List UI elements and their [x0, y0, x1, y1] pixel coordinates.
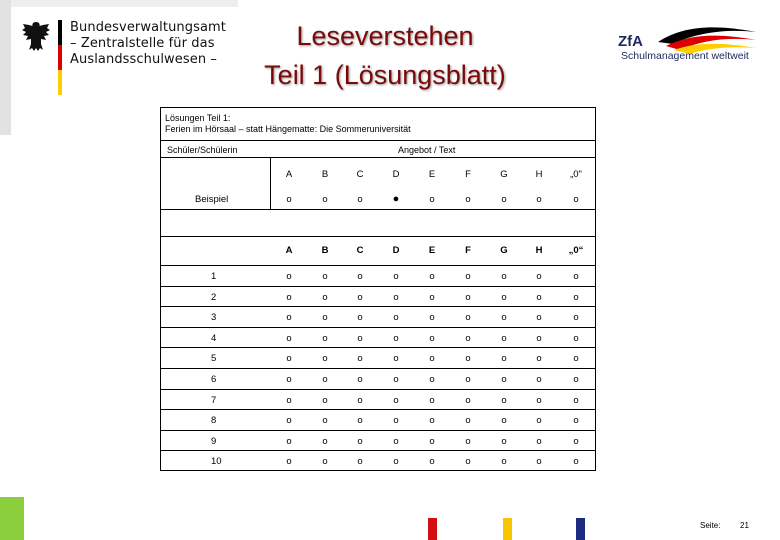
answer-option[interactable]: o [465, 332, 471, 344]
zfa-tagline: Schulmanagement weltweit [621, 50, 749, 62]
answer-option[interactable]: o [357, 456, 363, 468]
answer-option[interactable]: o [322, 271, 328, 282]
answer-option[interactable]: o [322, 374, 328, 385]
divider-line [160, 286, 596, 287]
answer-option[interactable]: o [536, 332, 542, 344]
marker-blue [576, 518, 585, 540]
answer-option[interactable]: o [393, 332, 399, 344]
column-header-offer: Angebot / Text [398, 145, 456, 155]
top-accent-strip [11, 0, 238, 7]
answer-letter: B [321, 245, 329, 256]
answer-option[interactable]: o [501, 271, 507, 282]
answer-option[interactable]: o [536, 374, 542, 385]
divider-line [160, 430, 596, 431]
answer-option[interactable]: o [286, 374, 292, 385]
answer-option[interactable]: o [465, 291, 471, 303]
answer-option[interactable]: o [322, 435, 328, 447]
example-letter: A [285, 169, 293, 180]
answer-option[interactable]: o [536, 394, 542, 406]
answer-option[interactable]: o [573, 456, 579, 468]
answer-option[interactable]: o [322, 312, 328, 324]
answer-letter: E [428, 245, 436, 256]
answer-option[interactable]: o [357, 415, 363, 427]
answer-option[interactable]: o [465, 415, 471, 427]
org-name-line-3: Auslandsschulwesen – [70, 52, 218, 67]
row-number: 9 [211, 435, 217, 447]
org-name-line-1: Bundesverwaltungsamt [70, 20, 226, 35]
row-number: 5 [211, 353, 217, 365]
org-name-line-2: – Zentralstelle für das [70, 36, 215, 51]
answer-option[interactable]: o [357, 353, 363, 365]
answer-option[interactable]: o [429, 374, 435, 385]
answer-option[interactable]: o [573, 394, 579, 406]
answer-option[interactable]: o [286, 394, 292, 406]
answer-option[interactable]: o [393, 353, 399, 365]
divider-line [160, 265, 596, 266]
answer-option[interactable]: o [429, 271, 435, 282]
example-mark[interactable]: o [465, 194, 471, 205]
example-mark[interactable]: o [357, 194, 363, 205]
federal-eagle-icon [20, 20, 52, 54]
answer-option[interactable]: o [501, 394, 507, 406]
divider-line [160, 140, 596, 141]
answer-option[interactable]: o [465, 435, 471, 447]
example-mark[interactable]: o [286, 194, 292, 205]
answer-option[interactable]: o [536, 312, 542, 324]
example-letter: G [500, 169, 508, 180]
divider-line [160, 347, 596, 348]
left-accent-bar [0, 0, 11, 135]
answer-option[interactable]: o [393, 435, 399, 447]
answer-option[interactable]: o [536, 291, 542, 303]
answer-option[interactable]: o [573, 332, 579, 344]
answer-option[interactable]: o [286, 332, 292, 344]
example-letter: „0" [570, 169, 582, 180]
sheet-subheading: Ferien im Hörsaal – statt Hängematte: Die Sommeruniversität [165, 124, 411, 134]
answer-option[interactable]: o [465, 394, 471, 406]
answer-option[interactable]: o [393, 394, 399, 406]
answer-option[interactable]: o [465, 456, 471, 468]
answer-option[interactable]: o [536, 456, 542, 468]
answer-option[interactable]: o [501, 291, 507, 303]
answer-option[interactable]: o [501, 353, 507, 365]
answer-letter: A [285, 245, 293, 256]
answer-option[interactable]: o [357, 271, 363, 282]
divider-line [160, 157, 596, 158]
divider-line [160, 368, 596, 369]
answer-option[interactable]: o [393, 415, 399, 427]
marker-red [428, 518, 437, 540]
row-number: 3 [211, 312, 217, 324]
answer-option[interactable]: o [322, 394, 328, 406]
page-label: Seite: [700, 521, 721, 530]
answer-option[interactable]: o [501, 332, 507, 344]
answer-option[interactable]: o [393, 291, 399, 303]
answer-option[interactable]: o [322, 332, 328, 344]
answer-option[interactable]: o [286, 312, 292, 324]
page-number: 21 [740, 521, 749, 530]
page-title-line-2: Teil 1 (Lösungsblatt) [264, 60, 506, 90]
column-divider [270, 157, 271, 209]
divider-line [160, 389, 596, 390]
answer-letter: „0“ [568, 245, 584, 256]
answer-option[interactable]: o [286, 456, 292, 468]
row-number: 7 [211, 394, 217, 406]
row-number: 2 [211, 291, 217, 303]
answer-option[interactable]: o [322, 456, 328, 468]
answer-option[interactable]: o [536, 353, 542, 365]
divider-line [160, 327, 596, 328]
answer-letter: F [465, 245, 471, 256]
answer-option[interactable]: o [536, 415, 542, 427]
example-label: Beispiel [195, 194, 229, 205]
answer-option[interactable]: o [429, 291, 435, 303]
example-mark[interactable]: o [573, 194, 579, 205]
answer-option[interactable]: o [429, 456, 435, 468]
sheet-heading: Lösungen Teil 1: [165, 113, 231, 123]
answer-letter: H [535, 245, 543, 256]
answer-option[interactable]: o [286, 435, 292, 447]
answer-option[interactable]: o [429, 394, 435, 406]
answer-option[interactable]: o [322, 415, 328, 427]
answer-option[interactable]: o [573, 353, 579, 365]
answer-option[interactable]: o [393, 312, 399, 324]
divider-line [160, 409, 596, 410]
answer-letter: G [500, 245, 508, 256]
answer-option[interactable]: o [286, 415, 292, 427]
answer-option[interactable]: o [429, 312, 435, 324]
example-letter: E [428, 169, 436, 180]
row-number: 4 [211, 332, 217, 344]
row-number: 1 [211, 271, 217, 282]
answer-option[interactable]: o [429, 415, 435, 427]
column-header-student: Schüler/Schülerin [167, 145, 238, 155]
example-mark[interactable]: o [322, 194, 328, 205]
answer-option[interactable]: o [393, 456, 399, 468]
green-accent-bar [0, 497, 24, 540]
answer-option[interactable]: o [501, 456, 507, 468]
answer-option[interactable]: o [573, 312, 579, 324]
zfa-logo-text: ZfA [618, 33, 643, 50]
page-title-line-1: Leseverstehen [296, 21, 474, 51]
example-letter: F [465, 169, 471, 180]
answer-option[interactable]: o [357, 435, 363, 447]
row-number: 10 [211, 456, 222, 468]
answer-option[interactable]: o [573, 271, 579, 282]
example-mark-selected[interactable]: ● [392, 193, 400, 205]
example-letter: B [321, 169, 329, 180]
answer-option[interactable]: o [465, 353, 471, 365]
answer-option[interactable]: o [573, 374, 579, 385]
example-letter: D [392, 169, 400, 180]
example-mark[interactable]: o [536, 194, 542, 205]
answer-option[interactable]: o [536, 435, 542, 447]
answer-option[interactable]: o [393, 271, 399, 282]
answer-option[interactable]: o [465, 271, 471, 282]
answer-option[interactable]: o [322, 291, 328, 303]
example-mark[interactable]: o [501, 194, 507, 205]
answer-option[interactable]: o [573, 415, 579, 427]
answer-option[interactable]: o [286, 291, 292, 303]
divider-line [160, 236, 596, 237]
answer-option[interactable]: o [357, 374, 363, 385]
example-mark[interactable]: o [429, 194, 435, 205]
answer-option[interactable]: o [357, 291, 363, 303]
example-letter: C [356, 169, 364, 180]
answer-option[interactable]: o [501, 312, 507, 324]
answer-option[interactable]: o [429, 435, 435, 447]
answer-option[interactable]: o [465, 312, 471, 324]
divider-line [160, 306, 596, 307]
divider-line [160, 209, 596, 210]
answer-option[interactable]: o [501, 374, 507, 385]
answer-option[interactable]: o [357, 332, 363, 344]
answer-option[interactable]: o [429, 353, 435, 365]
marker-yellow [503, 518, 512, 540]
answer-option[interactable]: o [573, 291, 579, 303]
answer-option[interactable]: o [536, 271, 542, 282]
example-letter: H [535, 169, 543, 180]
answer-option[interactable]: o [286, 353, 292, 365]
answer-option[interactable]: o [573, 435, 579, 447]
flag-stripe [58, 20, 62, 95]
answer-letter: C [356, 245, 364, 256]
answer-option[interactable]: o [357, 394, 363, 406]
answer-option[interactable]: o [465, 374, 471, 385]
answer-option[interactable]: o [357, 312, 363, 324]
answer-option[interactable]: o [501, 415, 507, 427]
answer-option[interactable]: o [322, 353, 328, 365]
answer-option[interactable]: o [393, 374, 399, 385]
answer-option[interactable]: o [286, 271, 292, 282]
answer-letter: D [392, 245, 400, 256]
answer-option[interactable]: o [501, 435, 507, 447]
divider-line [160, 450, 596, 451]
row-number: 6 [211, 374, 217, 385]
answer-option[interactable]: o [429, 332, 435, 344]
row-number: 8 [211, 415, 217, 427]
